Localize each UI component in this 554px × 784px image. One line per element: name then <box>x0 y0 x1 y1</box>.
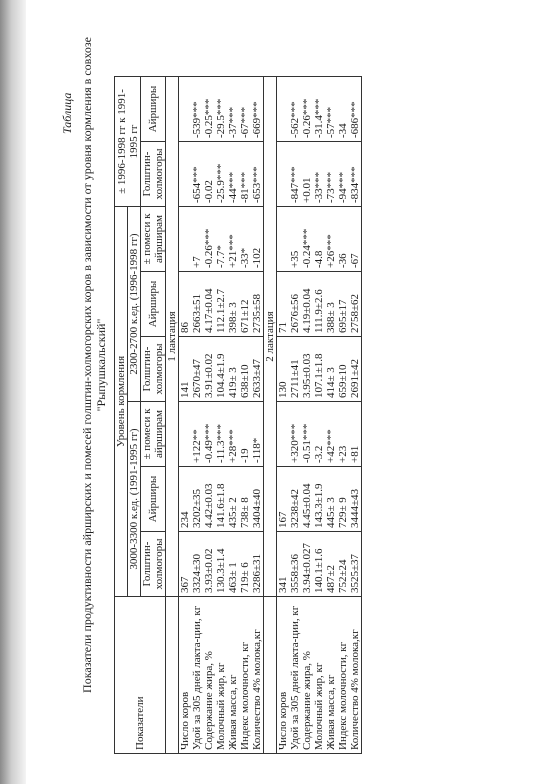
cell-value: -19 <box>239 448 251 463</box>
col-diff-1: ± помеси к айрширам <box>141 402 166 467</box>
cell-value: 143.3±1.9 <box>313 483 325 528</box>
cell-value: 398± 3 <box>227 302 239 333</box>
cell-value: -7.7* <box>215 245 227 268</box>
cell-value: 419± 3 <box>227 367 239 398</box>
values-golstein-1b <box>277 532 362 597</box>
cell-value: -57*** <box>325 106 337 138</box>
cell-value: -0.49*** <box>203 423 215 463</box>
cell-value: -73*** <box>325 171 337 203</box>
cell-value: 445± 3 <box>325 497 337 528</box>
cell-value: -118* <box>251 437 263 463</box>
header-period-2: 2300-2700 к.ед. (1996-1998 гг) <box>128 207 141 402</box>
cell-value: -25.9*** <box>215 163 227 203</box>
cell-value: -67 <box>349 253 361 268</box>
values-golstein-2b <box>277 337 362 402</box>
header-change: ± 1996-1998 гг к 1991-1995 гг <box>115 77 141 207</box>
header-feeding-level: Уровень кормления <box>115 207 128 597</box>
cell-value: 463± 1 <box>227 562 239 593</box>
cell-value: +0.01 <box>301 177 313 203</box>
cell-value: -562*** <box>289 101 301 138</box>
cell-value: 3525±37 <box>349 553 361 593</box>
values-change-ayrshire-1 <box>179 77 264 142</box>
cell-value: 341 <box>277 576 289 593</box>
cell-value: 2670±47 <box>191 358 203 398</box>
cell-value: 2676±56 <box>289 293 301 333</box>
cell-value: 104.4±1.9 <box>215 353 227 398</box>
cell-value: +23 <box>337 445 349 463</box>
cell-value: 2633±47 <box>251 358 263 398</box>
cell-value: -834*** <box>349 166 361 203</box>
cell-value: 4.45±0.04 <box>301 483 313 528</box>
cell-value: -0.24*** <box>301 228 313 268</box>
cell-value: +320*** <box>289 423 301 463</box>
cell-value <box>277 80 289 138</box>
cell-value: 140.1±1.6 <box>313 548 325 593</box>
col-diff-2: ± помеси к айрширам <box>141 207 166 272</box>
cell-value: 2758±62 <box>349 293 361 333</box>
cell-value: 738± 8 <box>239 497 251 528</box>
cell-value: 3324±30 <box>191 553 203 593</box>
values-diff-2 <box>179 207 264 272</box>
cell-value: -0.51*** <box>301 423 313 463</box>
indicator-label: Индекс молочности, кг <box>239 641 251 750</box>
cell-value: -33*** <box>313 171 325 203</box>
values-change-ayrshire-2 <box>277 77 362 142</box>
cell-value: 3286±31 <box>251 553 263 593</box>
cell-value: 752±24 <box>337 559 349 593</box>
cell-value: 3202±35 <box>191 488 203 528</box>
cell-value: 4.17±0.04 <box>203 288 215 333</box>
cell-value: -654*** <box>191 166 203 203</box>
indicator-label: Содержание жира, % <box>203 651 215 750</box>
cell-value: -33* <box>239 247 251 268</box>
cell-value: +7 <box>191 256 203 268</box>
cell-value: +21*** <box>227 234 239 268</box>
cell-value: 729± 9 <box>337 497 349 528</box>
values-ayrshire-1 <box>179 467 264 532</box>
section-label-2: 2 лактация <box>264 77 277 597</box>
cell-value: 671±12 <box>239 299 251 333</box>
cell-value: 719± 6 <box>239 562 251 593</box>
cell-value: +42*** <box>325 429 337 463</box>
values-change-golstein-1 <box>179 142 264 207</box>
cell-value: -0.25*** <box>203 98 215 138</box>
cell-value: 234 <box>179 511 191 528</box>
cell-value: 659±10 <box>337 364 349 398</box>
cell-value: 3558±36 <box>289 553 301 593</box>
cell-value <box>179 405 191 463</box>
cell-value: 3238±42 <box>289 488 301 528</box>
cell-value: -94*** <box>337 171 349 203</box>
cell-value: +122** <box>191 429 203 463</box>
indicator-list-2 <box>277 597 362 754</box>
cell-value: -102 <box>251 247 263 268</box>
cell-value: 4.42±0.03 <box>203 483 215 528</box>
cell-value <box>277 210 289 268</box>
cell-value: +28*** <box>227 429 239 463</box>
cell-value: -686*** <box>349 101 361 138</box>
cell-value: 141.6±1.8 <box>215 483 227 528</box>
cell-value: 112.1±2.7 <box>215 288 227 333</box>
table-caption-tag: Таблица <box>60 92 74 134</box>
cell-value: 3.94±0.027 <box>301 542 313 593</box>
cell-value: 2735±58 <box>251 293 263 333</box>
cell-value: -539*** <box>191 101 203 138</box>
indicator-list-1 <box>179 597 264 754</box>
cell-value <box>179 210 191 268</box>
productivity-table <box>114 76 362 754</box>
cell-value: -847*** <box>289 166 301 203</box>
col-change-ayrshire: Айрширы <box>141 77 166 142</box>
col-ayrshire-2: Айрширы <box>141 272 166 337</box>
table-row <box>179 77 264 754</box>
cell-value: 695±17 <box>337 299 349 333</box>
cell-value: 71 <box>277 322 289 333</box>
values-diff-1 <box>179 402 264 467</box>
values-golstein-1 <box>179 532 264 597</box>
cell-value <box>277 405 289 463</box>
header-indicators: Показатели <box>115 597 166 754</box>
cell-value: -34 <box>337 123 349 138</box>
values-diff-2b <box>277 207 362 272</box>
cell-value: -37*** <box>227 106 239 138</box>
values-ayrshire-2 <box>179 272 264 337</box>
col-golstein-2: Голштин-холмогоры <box>141 337 166 402</box>
cell-value: 130.3±1.4 <box>215 548 227 593</box>
cell-value: 3444±43 <box>349 488 361 528</box>
col-golstein-1: Голштин-холмогоры <box>141 532 166 597</box>
cell-value: 414± 3 <box>325 367 337 398</box>
cell-value: -31.4*** <box>313 98 325 138</box>
cell-value: 3.91±0.02 <box>203 353 215 398</box>
col-ayrshire-1: Айрширы <box>141 467 166 532</box>
cell-value <box>179 145 191 203</box>
values-ayrshire-1b <box>277 467 362 532</box>
cell-value: +81 <box>349 445 361 463</box>
cell-value: -3.2 <box>313 445 325 463</box>
cell-value: 388± 3 <box>325 302 337 333</box>
cell-value: 367 <box>179 576 191 593</box>
cell-value: 638±10 <box>239 364 251 398</box>
values-diff-1b <box>277 402 362 467</box>
cell-value: 3.95±0.03 <box>301 353 313 398</box>
indicator-label: Количество 4% молока,кг <box>251 629 263 750</box>
cell-value: 3404±40 <box>251 488 263 528</box>
cell-value: 167 <box>277 511 289 528</box>
header-period-1: 3000-3300 к.ед. (1991-1995 гг) <box>128 402 141 597</box>
cell-value: 111.9±2.6 <box>313 289 325 333</box>
indicator-label: Индекс молочности, кг <box>337 641 349 750</box>
cell-value <box>277 145 289 203</box>
cell-value: 435± 2 <box>227 497 239 528</box>
cell-value: 2691±42 <box>349 358 361 398</box>
cell-value: -81*** <box>239 171 251 203</box>
values-ayrshire-2b <box>277 272 362 337</box>
cell-value: 107.1±1.8 <box>313 353 325 398</box>
cell-value: +35 <box>289 250 301 268</box>
indicator-label: Живая масса, кг <box>325 674 337 750</box>
cell-value: 130 <box>277 381 289 398</box>
indicator-label: Удой за 305 дней лакта-ции, кг <box>289 605 301 750</box>
cell-value: 487±2 <box>325 564 337 593</box>
values-change-golstein-2 <box>277 142 362 207</box>
indicator-label: Число коров <box>179 691 191 750</box>
cell-value: -11.3*** <box>215 423 227 463</box>
cell-value: -4.8 <box>313 250 325 268</box>
cell-value <box>179 80 191 138</box>
cell-value: 2711±41 <box>289 359 301 398</box>
indicator-label: Молочный жир, кг <box>215 662 227 750</box>
cell-value: -29.5*** <box>215 98 227 138</box>
cell-value: 3.93±0.02 <box>203 548 215 593</box>
cell-value: 2663±51 <box>191 293 203 333</box>
indicator-label: Удой за 305 дней лакта-ции, кг <box>191 605 203 750</box>
cell-value: 4.19±0.04 <box>301 288 313 333</box>
cell-value: 141 <box>179 381 191 398</box>
cell-value: -0.26*** <box>203 228 215 268</box>
section-label-1: 1 лактация <box>166 77 179 597</box>
indicator-label: Живая масса, кг <box>227 674 239 750</box>
indicator-label: Содержание жира, % <box>301 651 313 750</box>
cell-value: -67*** <box>239 106 251 138</box>
table-title: Показатели продуктивности айрширских и помесей голштин-холмогорских коров в зависимости от уровня кормления в совхозе "Рыпушкальский" <box>80 37 108 693</box>
values-golstein-2 <box>179 337 264 402</box>
cell-value: 86 <box>179 322 191 333</box>
cell-value: +26*** <box>325 234 337 268</box>
indicator-label: Молочный жир, кг <box>313 662 325 750</box>
indicator-label: Число коров <box>277 691 289 750</box>
cell-value: -669*** <box>251 101 263 138</box>
cell-value: -0.26*** <box>301 98 313 138</box>
cell-value: -44*** <box>227 171 239 203</box>
cell-value: -653*** <box>251 166 263 203</box>
cell-value: -36 <box>337 253 349 268</box>
table-row <box>277 77 362 754</box>
col-change-golstein: Голштин-холмогоры <box>141 142 166 207</box>
indicator-label: Количество 4% молока,кг <box>349 629 361 750</box>
cell-value: -0.02 <box>203 180 215 203</box>
